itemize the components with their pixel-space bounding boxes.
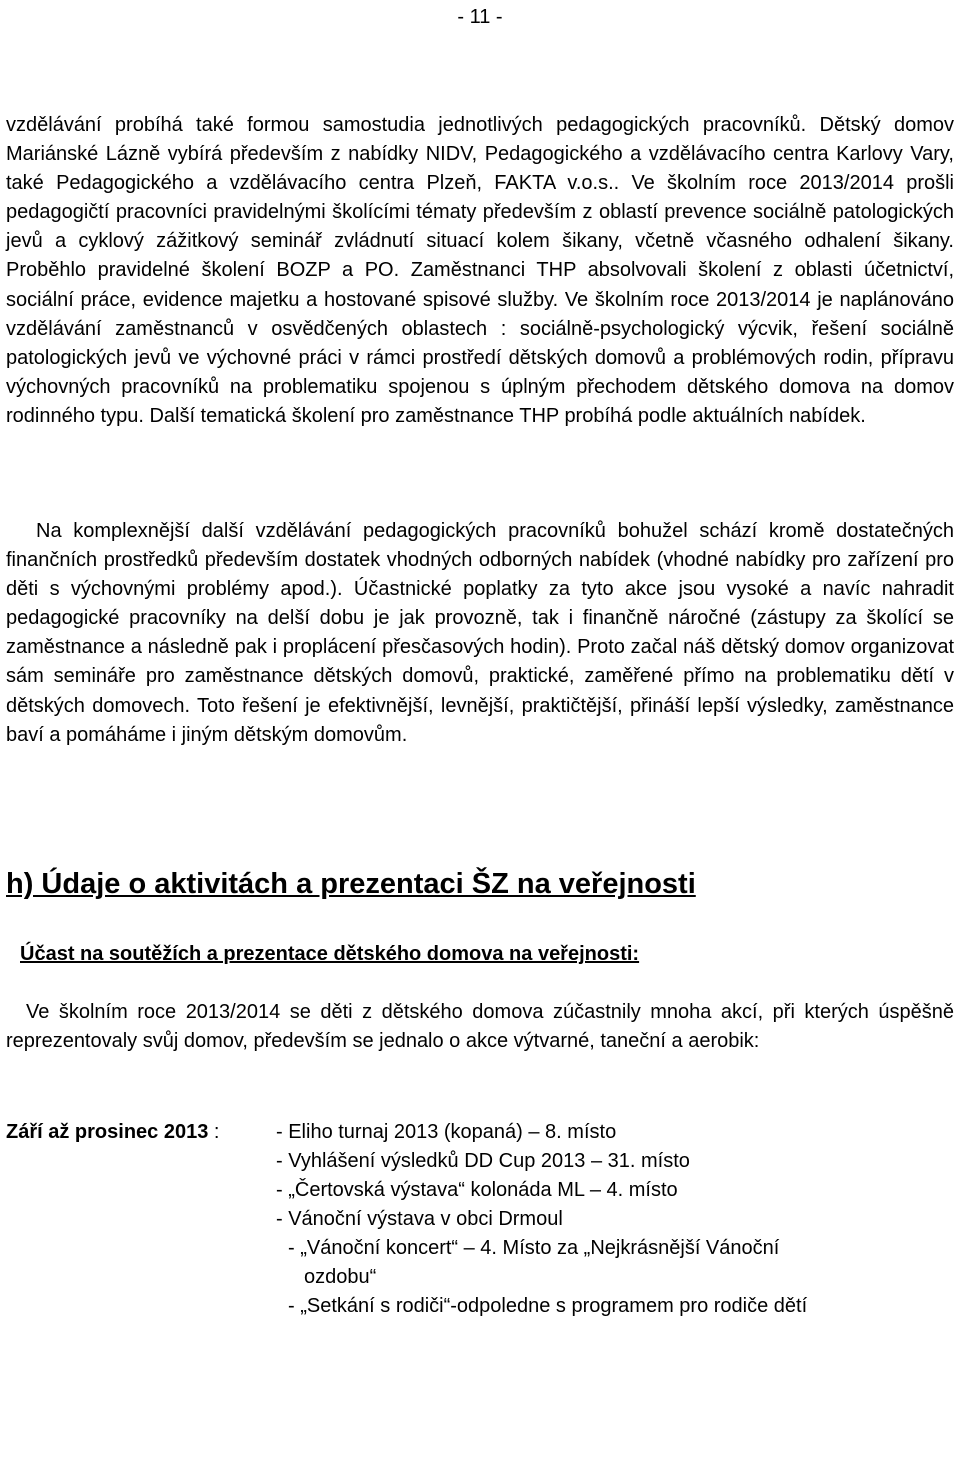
- events-period: Září až prosinec 2013: [6, 1121, 209, 1143]
- list-item: - „Vánoční koncert“ – 4. Místo za „Nejkrásnější Vánoční: [288, 1237, 780, 1259]
- list-item: - „Setkání s rodiči“-odpoledne s programem pro rodiče dětí: [288, 1295, 808, 1317]
- section-heading: h) Údaje o aktivitách a prezentaci ŠZ na veřejnosti: [6, 868, 696, 900]
- list-item: - Vyhlášení výsledků DD Cup 2013 – 31. místo: [276, 1150, 690, 1172]
- paragraph-further-education: Na komplexnější další vzdělávání pedagogických pracovníků bohužel schází kromě dostatečných finančních prostředků především dostatek vhodných odborných nabídek (vhodné nabídky pro zařízení pro děti s výchovnými problémy apod.). Účastnické poplatky za tyto akce jsou vysoké a navíc nahradit pedagogické pracovníky na delší dobu je jak provozně, tak i finančně náročné (zástupy za školící se zaměstnance a následně pak i proplácení přesčasových hodin). Proto začal náš dětský domov organizovat sám semináře pro zaměstnance dětských domovů, praktické, zaměřené přímo na problematiku dětí v dětských domovech. Toto řešení je efektivnější, levnější, praktičtější, přináší lepší výsledky, zaměstnance baví a pomáháme i jiným dětským domovům.: [6, 520, 954, 746]
- events-period-label: [6, 1118, 219, 1147]
- list-item: - Eliho turnaj 2013 (kopaná) – 8. místo: [276, 1121, 617, 1143]
- list-item: - Vánoční výstava v obci Drmoul: [276, 1208, 563, 1230]
- page-number: - 11 -: [457, 6, 503, 28]
- list-item: ozdobu“: [304, 1266, 377, 1288]
- section-subheading: Účast na soutěžích a prezentace dětského domova na veřejnosti:: [20, 943, 640, 965]
- events-period-separator: :: [208, 1121, 220, 1143]
- list-item: - „Čertovská výstava“ kolonáda ML – 4. místo: [276, 1179, 678, 1201]
- paragraph-competitions-intro: Ve školním roce 2013/2014 se děti z dětského domova zúčastnily mnoha akcí, při kterých úspěšně reprezentovaly svůj domov, především se jednalo o akce výtvarné, taneční a aerobik:: [6, 1001, 954, 1053]
- paragraph-education-self-study: vzdělávání probíhá také formou samostudia jednotlivých pedagogických pracovníků. Dětský domov Mariánské Lázně vybírá především z nabídky NIDV, Pedagogického a vzdělávacího centra Karlovy Vary, také Pedagogického a vzdělávacího centra Plzeň, FAKTA v.o.s.. Ve školním roce 2013/2014 prošli pedagogičtí pracovníci pravidelnými školícími tématy především z oblastí prevence sociálně patologických jevů a cyklový zážitkový seminář zvládnutí situací kolem šikany, včetně včasného odhalení šikany. Proběhlo pravidelné školení BOZP a PO. Zaměstnanci THP absolvovali školení z oblasti účetnictví, sociální práce, evidence majetku a hostované spisové služby. Ve školním roce 2013/2014 je naplánováno vzdělávání zaměstnanců v osvědčených oblastech : sociálně-psychologický výcvik, řešení sociálně patologických jevů ve výchovné práci v rámci prostředí dětských domovů a problémových rodin, přípravu výchovných pracovníků na problematiku spojenou s úplným přechodem dětského domova na domov rodinného typu. Další tematická školení pro zaměstnance THP probíhá podle aktuálních nabídek.: [6, 114, 954, 427]
